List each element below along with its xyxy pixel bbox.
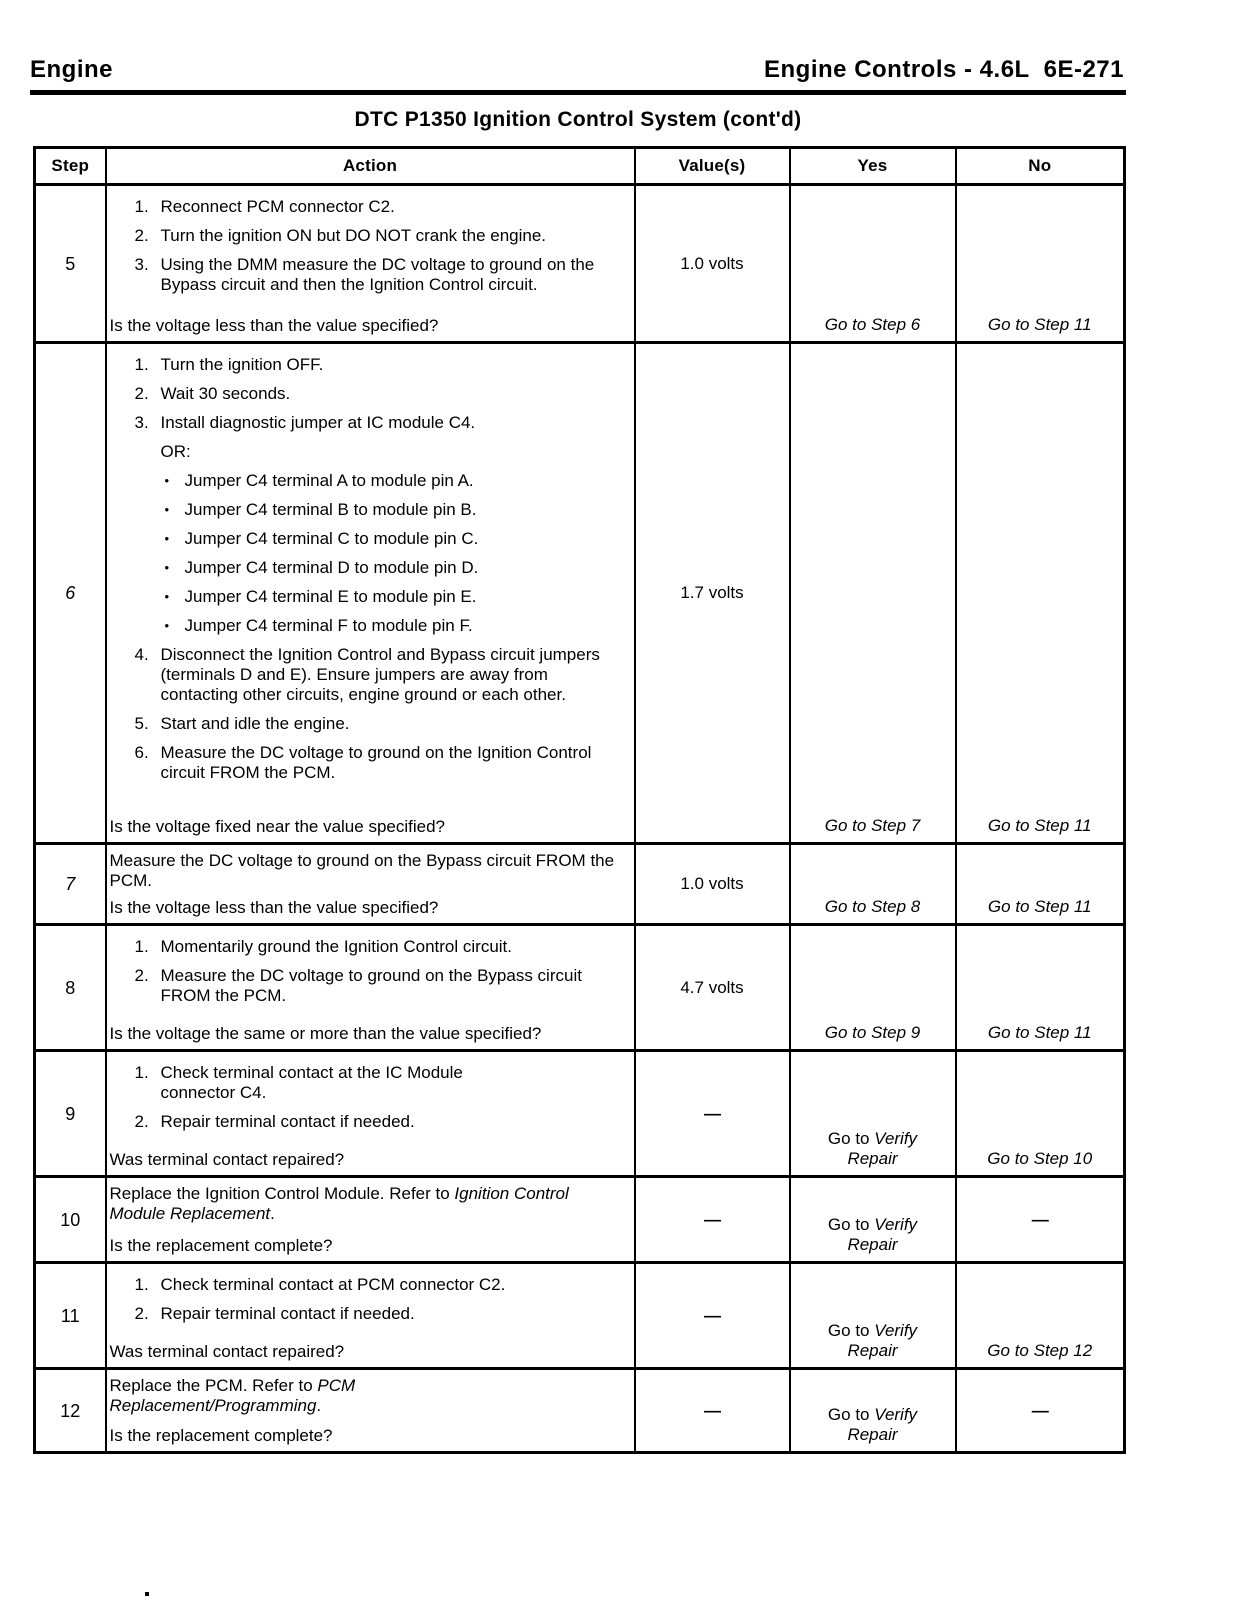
value-cell: 1.7 volts bbox=[635, 343, 790, 844]
action-text-period: . bbox=[316, 1396, 322, 1415]
goto-text: Go to Step 6 bbox=[824, 315, 921, 334]
yes-cell bbox=[790, 1177, 956, 1263]
yes-cell bbox=[790, 343, 956, 844]
value-cell: — bbox=[635, 1263, 790, 1369]
item-text: Jumper C4 terminal A to module pin A. bbox=[184, 471, 474, 490]
action-text bbox=[107, 1178, 586, 1224]
bullet-icon: • bbox=[164, 618, 170, 633]
yes-cell bbox=[790, 1051, 956, 1177]
goto-verify-repair bbox=[791, 1405, 955, 1445]
item-text: Jumper C4 terminal B to module pin B. bbox=[184, 500, 477, 519]
list-item bbox=[109, 1275, 628, 1295]
goto-text: Go to Step 11 bbox=[987, 897, 1092, 916]
step-cell: 11 bbox=[35, 1263, 106, 1369]
item-number: 1. bbox=[134, 937, 149, 956]
step-cell: 7 bbox=[35, 844, 106, 925]
question-text: Was terminal contact repaired? bbox=[109, 1342, 345, 1361]
table-row bbox=[35, 1263, 1125, 1369]
action-text-period: . bbox=[270, 1204, 275, 1223]
item-text: Start and idle the engine. bbox=[160, 714, 350, 733]
item-number: 1. bbox=[134, 355, 149, 374]
item-text: Install diagnostic jumper at IC module C4. bbox=[160, 413, 476, 432]
list-item bbox=[109, 355, 628, 375]
item-text: Momentarily ground the Ignition Control circuit. bbox=[160, 937, 512, 956]
list-item bbox=[109, 1112, 628, 1132]
action-cell bbox=[106, 1263, 635, 1369]
list-item bbox=[109, 413, 628, 433]
bullet-item bbox=[165, 529, 628, 549]
page-title: DTC P1350 Ignition Control System (cont'd) bbox=[354, 108, 802, 131]
item-text: Measure the DC voltage to ground on the Bypass circuit FROM the PCM. bbox=[160, 966, 582, 1005]
no-cell bbox=[956, 1051, 1125, 1177]
item-text: Reconnect PCM connector C2. bbox=[160, 197, 395, 216]
item-number: 5. bbox=[134, 714, 149, 733]
item-number: 3. bbox=[134, 255, 149, 274]
step-cell: 10 bbox=[35, 1177, 106, 1263]
goto-prefix: Go to bbox=[827, 1321, 875, 1340]
no-cell bbox=[956, 185, 1125, 343]
list-item bbox=[109, 645, 628, 705]
value-cell: — bbox=[635, 1051, 790, 1177]
bullet-icon: • bbox=[164, 589, 170, 604]
item-text: Repair terminal contact if needed. bbox=[160, 1112, 415, 1131]
no-cell: — bbox=[956, 1369, 1125, 1453]
list-item bbox=[109, 197, 628, 217]
action-cell bbox=[106, 185, 635, 343]
bullet-item bbox=[165, 587, 628, 607]
step-cell: 6 bbox=[35, 343, 106, 844]
bullet-item bbox=[165, 616, 628, 636]
item-text: Disconnect the Ignition Control and Bypass circuit jumpers (terminals D and E). Ensure jumpers are away from contacting other circuits, engine ground or each other. bbox=[160, 645, 600, 704]
goto-text: Go to Step 12 bbox=[987, 1341, 1093, 1360]
table-row bbox=[35, 1051, 1125, 1177]
list-item bbox=[109, 1063, 628, 1103]
bullet-icon: • bbox=[164, 531, 170, 546]
value-cell: — bbox=[635, 1177, 790, 1263]
goto-text: Go to Step 11 bbox=[987, 816, 1092, 835]
repair-label: Repair bbox=[847, 1425, 898, 1444]
bullet-item bbox=[165, 471, 628, 491]
table-row bbox=[35, 925, 1125, 1051]
col-action: Action bbox=[106, 148, 635, 185]
col-step: Step bbox=[35, 148, 106, 185]
bullet-item bbox=[165, 500, 628, 520]
value-cell: 4.7 volts bbox=[635, 925, 790, 1051]
goto-text: Go to Step 9 bbox=[824, 1023, 921, 1042]
header-row bbox=[35, 148, 1125, 185]
goto-verify-repair bbox=[791, 1215, 955, 1255]
list-item bbox=[109, 937, 628, 957]
table-row bbox=[35, 1177, 1125, 1263]
page-header-left: Engine bbox=[30, 56, 114, 83]
no-cell: — bbox=[956, 1177, 1125, 1263]
col-yes: Yes bbox=[790, 148, 956, 185]
action-text-normal: Replace the PCM. Refer to bbox=[109, 1376, 318, 1395]
item-number: 6. bbox=[134, 743, 149, 762]
question-text: Is the replacement complete? bbox=[109, 1426, 333, 1445]
item-text: Check terminal contact at the IC Module connector C4. bbox=[160, 1063, 463, 1102]
repair-label: Repair bbox=[847, 1341, 898, 1360]
table-header bbox=[35, 148, 1125, 185]
list-item bbox=[109, 384, 628, 404]
item-text: Turn the ignition ON but DO NOT crank the engine. bbox=[160, 226, 547, 245]
page-header-right: Engine Controls - 4.6L 6E-271 bbox=[764, 56, 1124, 83]
col-values: Value(s) bbox=[635, 148, 790, 185]
goto-prefix: Go to bbox=[827, 1405, 875, 1424]
action-cell bbox=[106, 925, 635, 1051]
value-cell: 1.0 volts bbox=[635, 185, 790, 343]
goto-text: Go to Step 7 bbox=[824, 816, 921, 835]
step-cell: 12 bbox=[35, 1369, 106, 1453]
bullet-icon: • bbox=[164, 502, 170, 517]
item-number: 2. bbox=[134, 1304, 149, 1323]
item-text: Jumper C4 terminal F to module pin F. bbox=[184, 616, 473, 635]
yes-cell bbox=[790, 1369, 956, 1453]
action-text-italic: Ignition Control Module Replacement bbox=[109, 1184, 569, 1223]
yes-cell bbox=[790, 185, 956, 343]
item-number: 2. bbox=[134, 966, 149, 985]
verify-label: Verify bbox=[874, 1129, 918, 1148]
item-number: 1. bbox=[134, 1063, 149, 1082]
diagnostic-table bbox=[33, 146, 1126, 1454]
step-cell: 5 bbox=[35, 185, 106, 343]
list-item bbox=[109, 743, 628, 783]
goto-text: Go to Step 11 bbox=[987, 315, 1092, 334]
action-cell bbox=[106, 1177, 635, 1263]
goto-text: Go to Step 11 bbox=[987, 1023, 1092, 1042]
bullet-item bbox=[165, 558, 628, 578]
col-no: No bbox=[956, 148, 1125, 185]
action-text: Measure the DC voltage to ground on the Bypass circuit FROM the PCM. bbox=[109, 851, 615, 890]
step-cell: 9 bbox=[35, 1051, 106, 1177]
table-row bbox=[35, 1369, 1125, 1453]
yes-cell bbox=[790, 925, 956, 1051]
no-cell bbox=[956, 343, 1125, 844]
no-cell bbox=[956, 844, 1125, 925]
repair-label: Repair bbox=[847, 1235, 898, 1254]
action-cell bbox=[106, 1051, 635, 1177]
goto-text: Go to Step 8 bbox=[824, 897, 921, 916]
item-text: Check terminal contact at PCM connector C2. bbox=[160, 1275, 506, 1294]
action-cell bbox=[106, 1369, 635, 1453]
action-text-normal: Replace the Ignition Control Module. Refer to bbox=[109, 1184, 455, 1203]
item-text: Jumper C4 terminal C to module pin C. bbox=[184, 529, 479, 548]
list-item bbox=[109, 255, 628, 295]
item-text: Jumper C4 terminal D to module pin D. bbox=[184, 558, 479, 577]
list-item bbox=[109, 226, 628, 246]
goto-text: Go to Step 10 bbox=[987, 1149, 1093, 1168]
item-number: 2. bbox=[134, 226, 149, 245]
header-rule bbox=[30, 90, 1126, 95]
table-row bbox=[35, 844, 1125, 925]
list-item bbox=[109, 1304, 628, 1324]
goto-prefix: Go to bbox=[827, 1129, 875, 1148]
item-text: Using the DMM measure the DC voltage to ground on the Bypass circuit and then the Ignition Control circuit. bbox=[160, 255, 595, 294]
table-row bbox=[35, 343, 1125, 844]
value-cell: — bbox=[635, 1369, 790, 1453]
action-list bbox=[107, 344, 634, 826]
list-item bbox=[109, 966, 628, 1006]
item-text: Jumper C4 terminal E to module pin E. bbox=[184, 587, 477, 606]
item-text: Measure the DC voltage to ground on the Ignition Control circuit FROM the PCM. bbox=[160, 743, 592, 782]
list-item bbox=[109, 714, 628, 734]
yes-cell bbox=[790, 844, 956, 925]
question-text: Is the replacement complete? bbox=[109, 1236, 333, 1255]
question-text: Was terminal contact repaired? bbox=[109, 1150, 345, 1169]
value-cell: 1.0 volts bbox=[635, 844, 790, 925]
table-row bbox=[35, 185, 1125, 343]
action-cell bbox=[106, 343, 635, 844]
item-number: 2. bbox=[134, 1112, 149, 1131]
no-cell bbox=[956, 925, 1125, 1051]
question-text: Is the voltage less than the value specified? bbox=[109, 898, 439, 917]
action-cell bbox=[106, 844, 635, 925]
item-number: 3. bbox=[134, 413, 149, 432]
step-cell: 8 bbox=[35, 925, 106, 1051]
repair-label: Repair bbox=[847, 1149, 898, 1168]
bullet-icon: • bbox=[164, 473, 170, 488]
no-cell bbox=[956, 1263, 1125, 1369]
question-text: Is the voltage the same or more than the value specified? bbox=[109, 1024, 542, 1043]
goto-prefix: Go to bbox=[827, 1215, 875, 1234]
item-number: 1. bbox=[134, 1275, 149, 1294]
item-text: Turn the ignition OFF. bbox=[160, 355, 324, 374]
verify-label: Verify bbox=[874, 1321, 918, 1340]
item-number: 2. bbox=[134, 384, 149, 403]
item-text: Wait 30 seconds. bbox=[160, 384, 291, 403]
goto-verify-repair bbox=[791, 1129, 955, 1169]
item-text: Repair terminal contact if needed. bbox=[160, 1304, 415, 1323]
question-text: Is the voltage fixed near the value specified? bbox=[109, 817, 445, 836]
verify-label: Verify bbox=[874, 1405, 918, 1424]
item-number: 4. bbox=[134, 645, 149, 664]
bullet-icon: • bbox=[164, 560, 170, 575]
verify-label: Verify bbox=[874, 1215, 918, 1234]
action-text bbox=[107, 1370, 426, 1416]
scan-speck bbox=[145, 1592, 149, 1596]
yes-cell bbox=[790, 1263, 956, 1369]
item-number: 1. bbox=[134, 197, 149, 216]
action-text-italic: PCM Replacement/Programming bbox=[109, 1376, 356, 1415]
or-label: OR: bbox=[160, 442, 191, 461]
goto-verify-repair bbox=[791, 1321, 955, 1361]
question-text: Is the voltage less than the value specified? bbox=[109, 316, 439, 335]
